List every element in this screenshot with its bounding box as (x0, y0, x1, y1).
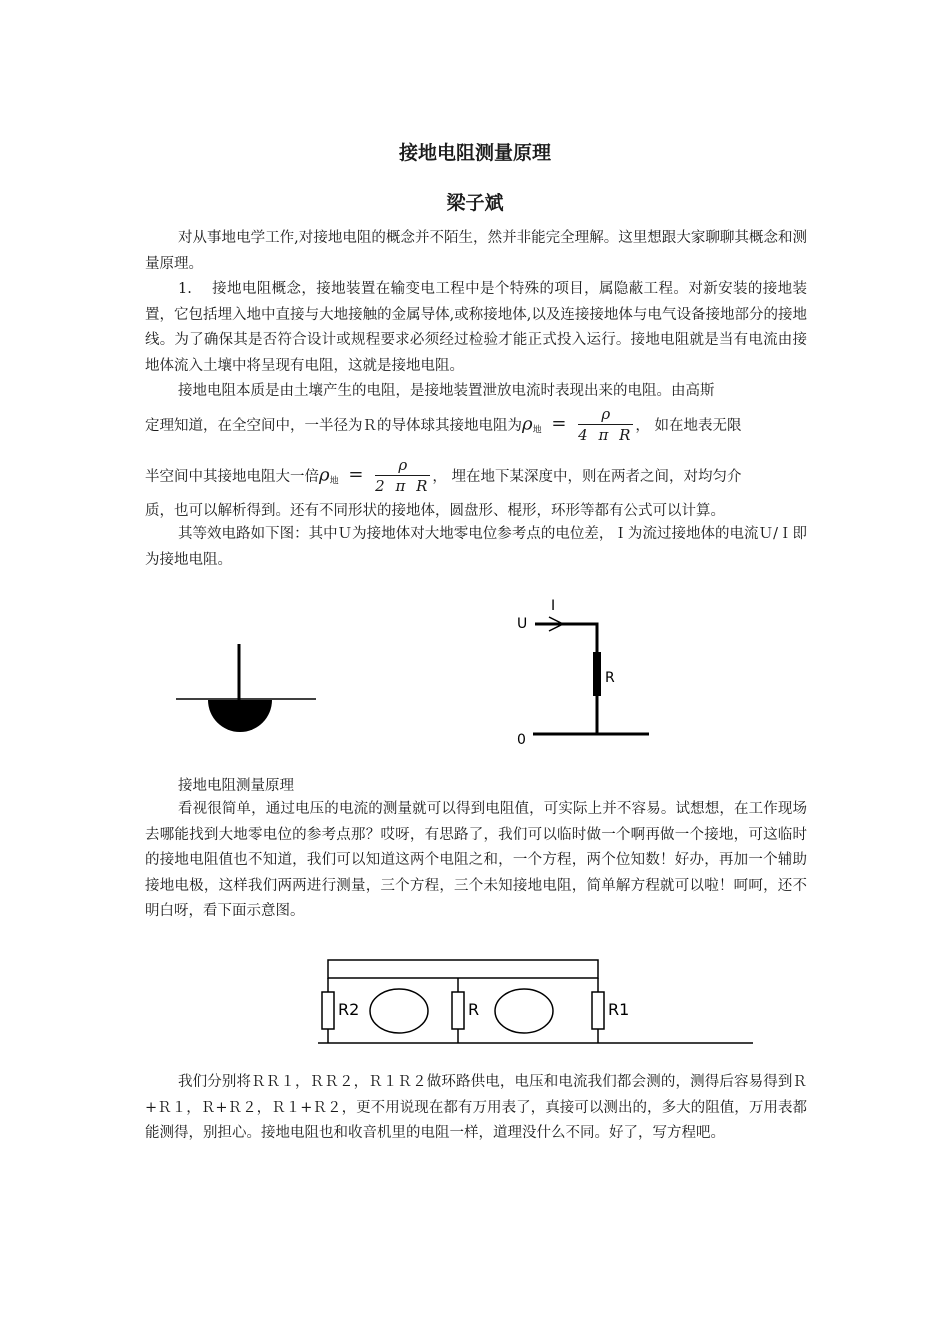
circuit-wire (535, 624, 597, 735)
paragraph-essence-line3 (145, 455, 742, 495)
formula-fraction-2pi: $\frac{\rho}{\text{2 π R}}$ (375, 455, 431, 495)
label-zero: 0 (517, 732, 526, 748)
formula-fraction-4pi: $\frac{\rho}{\text{4 π R}}$ (578, 404, 634, 444)
formula-half-space: $\rho_地$ = $\frac{\rho}{\text{2 π R}}$ (319, 455, 431, 495)
equivalent-circuit-figure (505, 590, 665, 750)
document-title: 接地电阻测量原理 (398, 142, 551, 164)
paragraph-loop-measurement: 我们分别将ＲＲ１，ＲＲ２，Ｒ１Ｒ２做环路供电，电压和电流我们都会测的，测得后容易得到Ｒ+Ｒ１，Ｒ+Ｒ２，Ｒ１+Ｒ２，更不用说现在都有万用表了，真接可以测出的，多大的阻值，万用表都能测得，别担心。接地电阻也和收音机里的电阻一样，道理没什么不同。好了，写方程吧。 (145, 1074, 807, 1141)
essence-line3-text: 半空间中其接地电阻大一倍 (145, 468, 319, 485)
paragraph-essence-line1: 接地电阻本质是由土壤产生的电阻，是接地装置泄放电流时表现出来的电阻。由高斯 (178, 383, 715, 399)
three-electrode-diagram (318, 955, 758, 1050)
label-r: R (605, 670, 615, 686)
figure-caption: 接地电阻测量原理 (178, 778, 294, 794)
paragraph-measurement: 看视很简单，通过电压的电流的测量就可以得到电阻值，可实际上并不容易。试想想，在工作现场去哪能找到大地零电位的参考点那？哎呀，有思路了，我们可以临时做一个啊再做一个接地，可这临时的接地电阻值也不知道，我们可以知道这两个电阻之和，一个方程，两个位知数！好办，再加一个辅助接地电极，这样我们两两进行测量，三个方程，三个未知接地电阻，简单解方程就可以啦！呵呵，还不明白呀，看下面示意图。 (145, 801, 807, 919)
label-r1: R1 (608, 1000, 630, 1019)
hemisphere-electrode (208, 700, 272, 732)
resistor-r2 (322, 992, 334, 1029)
formula-full-space: $\rho_地$ = $\frac{\rho}{\text{4 π R}}$ (522, 404, 634, 444)
grounding-electrode-figure (170, 640, 320, 740)
label-r-middle: R (468, 1000, 480, 1019)
essence-line2-tail: ， 如在地表无限 (635, 417, 742, 434)
paragraph-equivalent-circuit: 其等效电路如下图：其中Ｕ为接地体对大地零电位参考点的电位差，Ｉ为流过接地体的电流Ｕ/Ｉ即为接地电阻。 (145, 526, 807, 568)
top-frame (328, 960, 598, 978)
label-i: I (551, 598, 556, 614)
essence-line3-tail: ， 埋在地下某深度中，则在两者之间，对均匀介 (432, 468, 742, 485)
soil-region-left (370, 989, 428, 1033)
resistor-r (593, 652, 601, 696)
resistor-r-middle (452, 992, 464, 1029)
author-name: 梁子斌 (446, 192, 504, 214)
paragraph-concept: 1. 接地电阻概念，接地装置在输变电工程中是个特殊的项目，属隐蔽工程。对新安装的接地装置，它包括埋入地中直接与大地接触的金属导体,或称接地体,以及连接接地体与电气设备接地部分的接地线。为了确保其是否符合设计或规程要求必须经过检验才能正式投入运行。接地电阻就是当有电流由接地体流入土壤中将呈现有电阻，这就是接地电阻。 (145, 281, 807, 374)
label-r2: R2 (338, 1000, 360, 1019)
paragraph-essence-line4: 质，也可以解析得到。还有不同形状的接地体，圆盘形、棍形，环形等都有公式可以计算。 (145, 503, 725, 519)
resistor-r1 (592, 992, 604, 1029)
paragraph-essence-line2 (145, 404, 742, 444)
essence-line2-text: 定理知道，在全空间中，一半径为Ｒ的导体球其接地电阻为 (145, 417, 522, 434)
label-u: U (517, 616, 528, 632)
paragraph-intro: 对从事地电学工作,对接地电阻的概念并不陌生，然并非能完全理解。这里想跟大家聊聊其概念和测量原理。 (145, 230, 807, 272)
soil-region-right (495, 989, 553, 1033)
